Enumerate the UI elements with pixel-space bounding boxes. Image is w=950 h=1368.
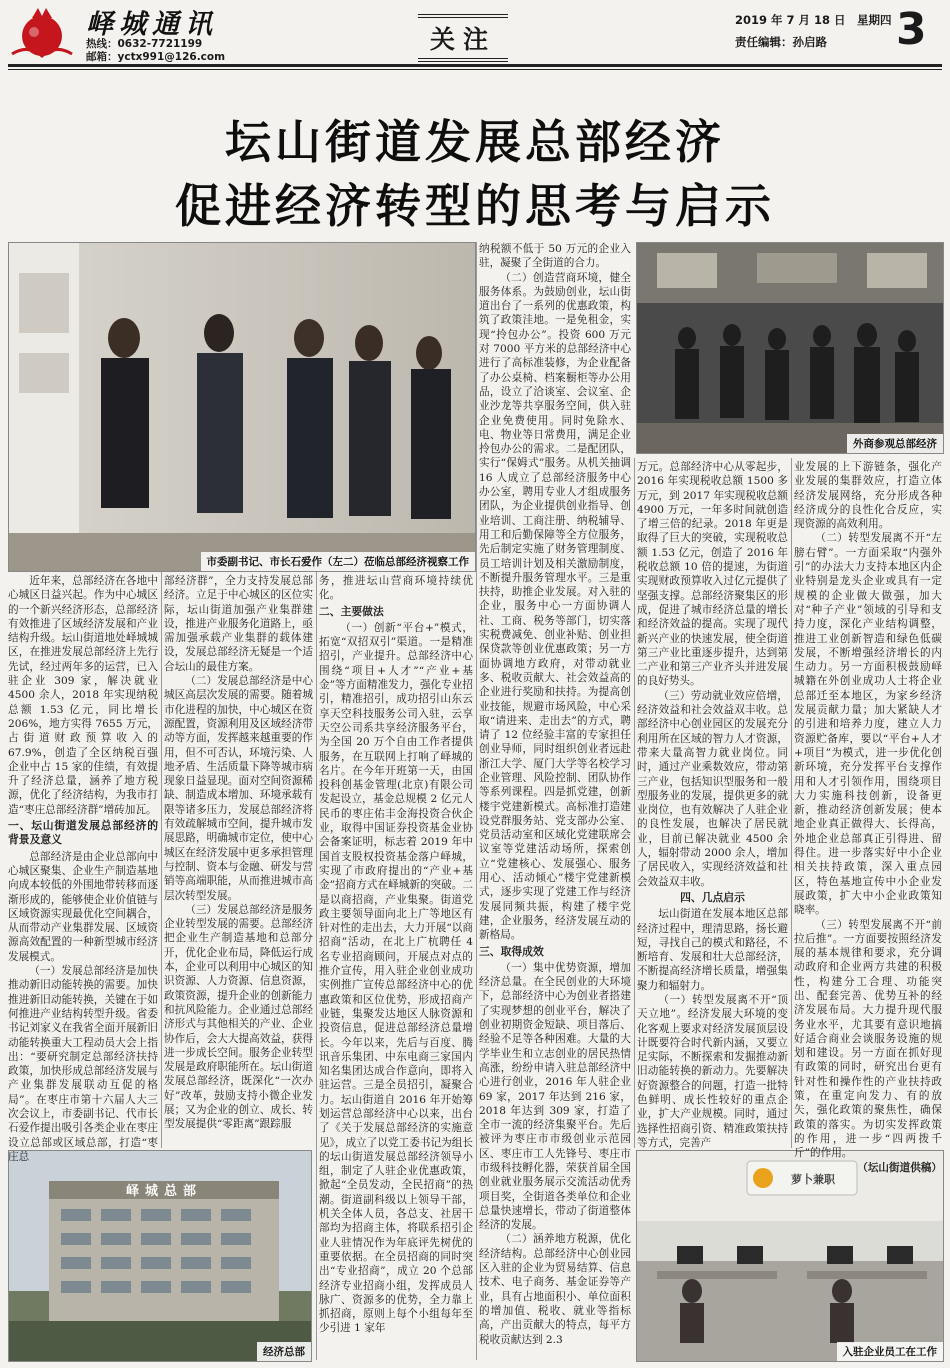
photo-employees-caption: 入驻企业员工在工作 bbox=[837, 1342, 944, 1361]
paragraph: 务，推进坛山营商环境持续优化。 bbox=[319, 575, 473, 602]
paragraph: （二）涵养地方税源，优化经济结构。总部经济中心创业园区入驻的企业为贸易结算、信息技术、电子商务、基金证券等产业，具有占地面积小、单位面积的增加值、税收、就业等指标高，产出贡献大的特点，每平方税收贡献达到 2.3 bbox=[479, 1233, 631, 1346]
photo-headquarters-building bbox=[8, 1150, 312, 1362]
section-label: 关注 bbox=[418, 14, 508, 62]
masthead bbox=[0, 0, 950, 64]
paragraph: （三）发展总部经济是服务企业转型发展的需要。总部经济把企业生产制造基地和总部分开，优化企业布局，降低运行成本，企业可以利用中心城区的知识资源、人力资源、信息资源，政策资源，提升企业的创新能力和抗风险能力。企业通过总部经济形式与其他相关的产业、企业协作后，会大大提高效益，获得进一步成长空间。服务企业转型发展是政府职能所在。坛山街道发展总部经济，既深化“一次办好”改革，鼓励支持小微企业发展；又为企业的创立、成长、转型发展提供“零距离”跟踪服 bbox=[164, 903, 313, 1131]
photo-employees-working bbox=[636, 1150, 944, 1362]
paragraph: 纳税额不低于 50 万元的企业入驻，凝聚了全街道的合力。 bbox=[479, 243, 631, 270]
column-rule bbox=[161, 572, 162, 1148]
photo-visitors bbox=[636, 242, 944, 454]
article-column-6 bbox=[794, 460, 942, 1174]
column-rule bbox=[316, 572, 317, 1360]
masthead-rule bbox=[8, 64, 942, 67]
contact-info bbox=[86, 38, 225, 64]
hotline: 热线：0632-7721199 bbox=[86, 38, 203, 50]
article-column-3 bbox=[319, 574, 473, 1360]
section-heading: 四、几点启示 bbox=[680, 890, 745, 904]
email: 邮箱：yctx991@126.com bbox=[86, 51, 226, 63]
responsible-editor: 责任编辑：孙启路 bbox=[735, 35, 827, 49]
paragraph: 坛山街道在发展本地区总部经济过程中，理清思路，扬长避短，寻找自己的模式和路径，不断培育、发展和壮大总部经济，不断提高经济增长质量，增强集聚力和辐射力。 bbox=[637, 908, 788, 992]
masthead-rule-thin bbox=[8, 69, 942, 70]
paragraph: 部经济群”，全力支持发展总部经济。立足于中心城区的区位实际，坛山街道加强产业集群建设，推进产业服务化道路上，亟需加强承载产业集群的载体建设，发展总部经济无疑是一个适合坛山的最佳方案。 bbox=[164, 575, 313, 673]
article-column-5 bbox=[637, 460, 788, 1148]
photo-inspection-caption: 市委副书记、市长石爱作（左二）莅临总部经济视察工作 bbox=[201, 552, 476, 571]
headline-line-1: 坛山街道发展总部经济 bbox=[225, 115, 725, 169]
paragraph: （二）转型发展离不开“左膀右臂”。一方面采取“内强外引”的办法大力支持本地区内企业特别是龙头企业或具有一定规模的企业做大做强，加大对“种子产业”领域的引导和支持力度，深化产业结构调整，推进工业创新智造和绿色低碳发展，不断增强经济增长的内生动力。另一方面积极鼓励峄城籍在外创业成功人士将企业总部迁至本地区，为家乡经济发展贡献力量；加大紧缺人才的引进和培养力度，建立人力资源贮备库，要以“平台+人才+项目”为模式，进一步优化创新环境，充分发挥平台支撑作用和人才引领作用，围绕项目大力实施科技创新，设备更新，推动经济创新发展；使本地企业真正做得大、长得高，外地企业总部真正引得进、留得住。进一步落实好中小企业相关扶持政策，深入重点园区，特色基地宣传中小企业发展政策，扩大中小企业政策知晓率。 bbox=[794, 532, 942, 917]
section-heading: 三、取得成效 bbox=[479, 944, 544, 958]
issue-date: 2019 年 7 月 18 日 星期四 bbox=[735, 13, 892, 27]
page-number: 3 bbox=[896, 4, 927, 55]
article-credit: （坛山街道供稿） bbox=[857, 1161, 942, 1174]
column-rule bbox=[634, 458, 635, 1148]
column-rule bbox=[791, 458, 792, 1148]
headline-line-2: 促进经济转型的思考与启示 bbox=[175, 179, 775, 233]
office-sign: 萝卜兼职 bbox=[791, 1173, 835, 1186]
paragraph: 业发展的上下游链条，强化产业发展的集群效应，打造立体经济发展网络，充分形成各种经济成分的良性化合反应，实现资源的高效利用。 bbox=[794, 461, 942, 531]
article-column-4 bbox=[479, 242, 631, 1360]
photo-building-caption: 经济总部 bbox=[257, 1342, 311, 1361]
section-heading: 一、坛山街道发展总部经济的背景及意义 bbox=[8, 819, 158, 847]
visitors-photo-image bbox=[637, 243, 943, 453]
paragraph: （三）劳动就业效应倍增，经济效益和社会效益双丰收。总部经济中心创业园区的发展充分利用所在区域的智力人才资源，带来大量高智力就业岗位。同时，通过产业乘数效应，带动第三产业，包括知识型服务和一般型服务业的发展，提供更多的就业岗位，也有效解决了人驻企业的良性发展，也解决了居民就业，目前已解决就业 4500 余人，辐射带动 2000 余人，增加了居民收入，实现经济效益和社会效益双丰收。 bbox=[637, 689, 788, 888]
column-rule bbox=[476, 242, 477, 1360]
paragraph: 万元。总部经济中心从零起步，2016 年实现税收总额 1500 多万元，到 2017 年实现税收总额 4900 万元，一年多时间就创造了增三倍的纪录。2018 年更是取得了巨大的突破，实现税收总额 1.53 亿元，创造了 2016 年税收总额 10 倍的提速，为街道实现财政预算收入过亿元提供了坚强支撑。总部经济聚集区的形成，促进了城市经济总量的增长和经济效益的提高。实现了现代新兴产业的快速发展，使全街道第三产业比重逐步提升，达到第二产业和第三产业齐头并进发展的良好势头。 bbox=[637, 461, 788, 688]
paragraph: （一）发展总部经济是加快推动新旧动能转换的需要。加快推进新旧动能转换，关键在于如何推进产业结构转型升级。省委书记刘家义在我省全面开展新旧动能转换重大工程动员大会上指出：“要研究制定总部经济扶持政策，加快形成总部经济发展与产业集群发展联动互促的格局”。在枣庄市第十六届人大三次会议上，市委副书记、代市长石爱作提出吸引各类企业在枣庄设立总部或区域总部，打造“枣庄总 bbox=[8, 965, 158, 1163]
inspection-photo-image bbox=[9, 243, 475, 571]
paragraph: 总部经济是由企业总部向中心城区聚集、企业生产制造基地向成本较低的外围地带转移而逐渐形成的，能够使企业价值链与区域资源实现最优化空间耦合，从而带动产业集群发展、区域资源高效配置的一种新型城市经济发展模式。 bbox=[8, 850, 158, 963]
photo-visitors-caption: 外商参观总部经济 bbox=[847, 434, 943, 453]
pomegranate-logo-icon bbox=[8, 4, 76, 60]
paper-name: 峄城通讯 bbox=[86, 9, 218, 40]
article-column-2 bbox=[164, 574, 313, 1148]
paragraph: （一）创新“平台+”模式，拓宽“双招双引”渠道。一是精准招引，产业提升。总部经济中心围绕“项目+人才”“产业+基金”等方面精准发力，强化专业招引，精准招引，成功招引山东云享天空科技服务公司入驻，云享天空公司系共享经济服务平台，为全国 20 万个自由工作者提供服务，在互联网上打响了峄城的名片。在今年开班第一天，由国投科创基金管理(北京)有限公司发起设立，基金总规模 2 亿元人民币的枣庄佑丰金海投资合伙企业，取得中国证券投资基金业协会备案证明，标志着 2019 年中国首支股权投资基金落户峄城，实现了市政府提出的“产业+基金”招商方式在峄城新的突破。二是以商招商，产业集聚。街道党政主要领导面向北上广等地区有针对性的走出去，大力开展“以商招商”活动，在北上广杭聘任 4 名专业招商顾问，开展点对点的推介宣传，用入驻企业创业成功实例推广宣传总部经济中心的优惠政策和区位优势，形成招商产业链，集聚发达地区人脉资源和投资信息，促进总部经济总量增长。今年以来，先后与百度、腾讯音乐集团、中东电商三家国内知名集团达成合作意向，即将入驻运营。三是全员招引，凝聚合力。坛山街道自 2016 年开始筹划运营总部经济中心以来，出台了《关于发展总部经济的实施意见》，成立了以党工委书记为组长的坛山街道发展总部经济领导小组，制定了人驻企业优惠政策，掀起“全员发动，全民招商”的热潮。街道副科级以上领导干部，机关全体人员，各总支、社居干部均为招商主体，将联系招引企业人驻情况作为年底评先树优的重要依据。在全员招商的同时突出“专业招商”，成立 20 个总部经济专业招商小组，发挥成员人脉广、资源多的优势，全力靠上抓招商，原则上每个小组每年至少引进 1 家年 bbox=[319, 621, 473, 1335]
paragraph: （一）转型发展离不开“顶天立地”。经济发展大环境的变化客观上要求对经济发展顶层设计既要符合时代新内涵，又要立足实际，不断探索和发掘推动新旧动能转换的新动力。先要解决好资源整合的问题，打造一批特色鲜明、成长性较好的重点企业，扩大产业规模。同时，通过选择性招商引资、精准政策扶持等方式，完善产 bbox=[637, 993, 788, 1149]
building-sign: 峄城总部 bbox=[125, 1184, 203, 1199]
article-column-1 bbox=[8, 574, 158, 1163]
photo-inspection bbox=[8, 242, 476, 572]
section-heading: 二、主要做法 bbox=[319, 604, 384, 618]
office-photo-image bbox=[637, 1151, 943, 1361]
paragraph: 近年来，总部经济在各地中心城区日益兴起。作为中心城区的一个新兴经济形态，总部经济有效推进了区域经济发展和产业结构升级。坛山街道地处峄城城区，在推进发展总部经济上先行先试，经过两年多的运营，已入驻企业 309 家，解决就业 4500 余人，2018 年实现纳税总额 1.53 亿元，同比增长 206%，地方实得 7655 万元，占街道财政预算收入的 67.9%，创造了全区纳税百强企业中占 15 家的佳绩，有效提升了经济总量，涵养了地方税源，优化了经济结构，为我市打造“枣庄总部经济群”增砖加瓦。 bbox=[8, 575, 158, 816]
paragraph: （二）发展总部经济是中心城区高层次发展的需要。随着城市化进程的加快，中心城区在资源配置，资源利用及区域经济带动等方面，发挥越来越重要的作用，但不可否认，环境污染、人地矛盾、生活质量下降等城市病现象日益显现。面对空间资源稀缺、制造成本增加、环境承载有限等诸多压力，发展总部经济将有效疏解城市空间，提升城市发展思路，明确城市定位，使中心城区在经济发展中更多承担管理与控制、资本与金融、研发与营销等高端职能，从而推进城市高层次转型发展。 bbox=[164, 675, 313, 902]
paragraph: （三）转型发展离不开“前拉后推”。一方面要按照经济发展的基本规律和要求，充分调动政府和企业两方共建的积极性，构建分工合理、功能突出、配套完善、优势互补的经济发展布局。大力提升现代服务业水平，尤其要有意识地搞好适合商业会谈服务设施的规划和建设。另一方面在抓好现有政策的同时，研究出台更有针对性和操作性的产业扶持政策，在重定向发力、有的放矢，强化政策的聚焦性，确保政策的落实。为切实发挥政策的作用，进一步“四两拨千斤”的作用。 bbox=[794, 918, 942, 1160]
paragraph: （二）创造营商环境，健全服务体系。为鼓励创业，坛山街道出台了一系列的优惠政策，构筑了政策洼地。一是免租金，实现“拎包办公”。投资 600 万元对 7000 平方米的总部经济中心进行了高标准装修，为企业配备了办公桌椅、档案橱柜等办公用品，设立了洽谈室、会议室、企业沙龙等共享服务空间，供入驻企业免费使用。同时免除水、电、物业等日常费用，满足企业拎包办公的需求。二是配团队，实行“保姆式”服务。从机关抽调 16 人成立了总部经济服务中心办公室，聘用专业人才组成服务团队，为企业提供创业指导、创业培训、工商注册、纳税辅导、用工和后勤保障等全方位服务，先后制定实施了财务管理制度、员工培训计划及相关激励制度，不断提升服务管理水平。三是重扶持，助推企业发展。对入驻的企业，服务中心一方面协调人社、工商、税务等部门，切实落实税费减免、创业补贴、创业担保贷款等创业优惠政策；另一方面协调地方政府，对带动就业多、税收贡献大、社会效益高的企业进行奖励和扶持。为提高创业技能，规避市场风险，中心采取“请进来、走出去”的方式，聘请了 12 位经验丰富的专家担任创业导师，同时组织创业者远赴浙江大学、厦门大学等名校学习企业管理、风险控制、团队协作等系列课程。四是抓党建，创新楼宇党建新模式。高标准打造建设党群服务站、党支部办公室、党员活动室和区域化党建联席会议室等党建活动场所，探索创立“党建核心、发展强心、服务用心、活动倾心”楼宇党建新模式，逐步实现了党建工作与经济发展同频共振，构建了楼宇党建，企业服务，经济发展互动的新格局。 bbox=[479, 271, 631, 942]
building-photo-image bbox=[9, 1151, 311, 1361]
paragraph: （一）集中优势资源，增加经济总量。在全民创业的大环境下，总部经济中心为创业者搭建了实现梦想的创业平台，解决了创业初期资金短缺、项目落后、经验不足等各种困难。大量的大学毕业生和立志创业的居民热情高涨，纷纷申请入驻总部经济中心进行创业，2016 年人驻企业 69 家，2017 年达到 216 家，2018 年达到 309 家，打造了全市一流的经济集聚平台。先后被评为枣庄市市级创业示范园区、枣庄市工人先锋号、枣庄市市级科技孵化器，荣获首届全国创业就业服务展示交流活动优秀项目奖，全街道各类单位和企业总量快速增长，带动了街道整体经济的发展。 bbox=[479, 961, 631, 1232]
